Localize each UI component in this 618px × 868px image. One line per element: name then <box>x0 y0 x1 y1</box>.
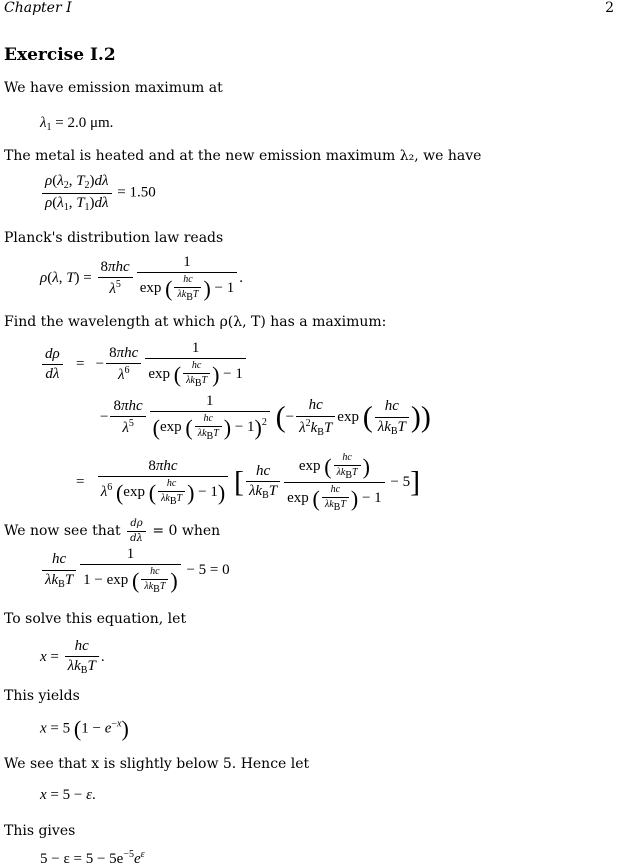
ratio-fraction: $\frac{\rho(\lambda_2, T_2)d\lambda}{\rho(\lambda_1, T_1)d\lambda}$ <box>42 173 112 213</box>
paragraph-emission-max: We have emission maximum at <box>4 80 223 96</box>
paragraph-yields: This yields <box>4 688 80 704</box>
equation-derivative-line2: − $\frac{\text{8πhc}}{\lambda^5}$ 1 (exp ( $\frac{hc}{\text{λkBT}}$ ) − 1)$^2$ (− $\frac{hc}{\lambda^2k_BT}$ exp ( $\frac{hc}{\lambda k_BT}$ )) <box>100 393 431 442</box>
eq-final-text: 5 − ε = 5 − 5e <box>40 851 124 867</box>
p5-prefix: We now see that <box>4 523 121 539</box>
paragraph-planck: Planck's distribution law reads <box>4 230 224 246</box>
equation-x-transcendental: x = 5 $(1 - e^{-x})$ <box>40 716 129 741</box>
equation-final: $5 - \varepsilon = 5 - 5e^{-5}e^\varepsilon$ <box>40 849 145 867</box>
equation-ratio <box>40 173 156 213</box>
equation-x-definition: x = $\frac{hc}{\lambda k_BT}$ . <box>40 638 105 677</box>
equation-lambda1: $\lambda_1 = 2.0$ μm. <box>40 115 114 133</box>
equation-planck: ρ(λ, T) = $\frac{\text{8πhc}}{\lambda^5}$ 1 exp ( $\frac{hc}{\text{λkBT}}$ ) − 1 . <box>40 254 244 303</box>
paragraph-gives: This gives <box>4 823 76 839</box>
page-header <box>4 0 614 20</box>
paragraph-see-that <box>4 518 220 544</box>
eq1-rhs: = 2.0 μm. <box>55 115 114 131</box>
chapter-label: Chapter I <box>4 0 72 16</box>
drho-dlambda-inline: $\frac{d\rho}{d\lambda}$ <box>127 518 146 544</box>
equation-x-epsilon: x = 5 − ε. <box>40 787 96 803</box>
paragraph-heated: The metal is heated and at the new emission maximum λ₂, we have <box>4 148 482 164</box>
paragraph-solve: To solve this equation, let <box>4 611 187 627</box>
paragraph-find-max: Find the wavelength at which ρ(λ, T) has a maximum: <box>4 314 387 330</box>
p5-suffix: = 0 when <box>152 523 221 539</box>
equation-derivative-line3: = 8πhc $\lambda^6$ (exp ( $\frac{hc}{\text{λkBT}}$ ) − 1) [ $\frac{hc}{\lambda k_BT}$ exp ( $\frac{hc}{\text{λkBT}}$ ) exp ( $\frac{hc}{\text{λkBT}}$ ) − 1 − 5] <box>76 452 421 513</box>
equation-derivative-line1: $\frac{d\rho}{d\lambda}$ = − $\frac{\text{8πhc}}{\lambda^6}$ 1 exp ( $\frac{hc}{\text{λkBT}}$ ) − 1 <box>40 340 248 389</box>
paragraph-slightly-below: We see that x is slightly below 5. Hence let <box>4 756 310 772</box>
exercise-heading: Exercise I.2 <box>4 45 116 65</box>
page-number: 2 <box>605 0 614 16</box>
equation-max-condition: $\frac{hc}{\lambda k_BT}$ 1 1 − exp ( $\frac{hc}{\text{λkBT}}$ ) − 5 = 0 <box>40 546 230 595</box>
eq2-rhs: = 1.50 <box>117 184 156 201</box>
